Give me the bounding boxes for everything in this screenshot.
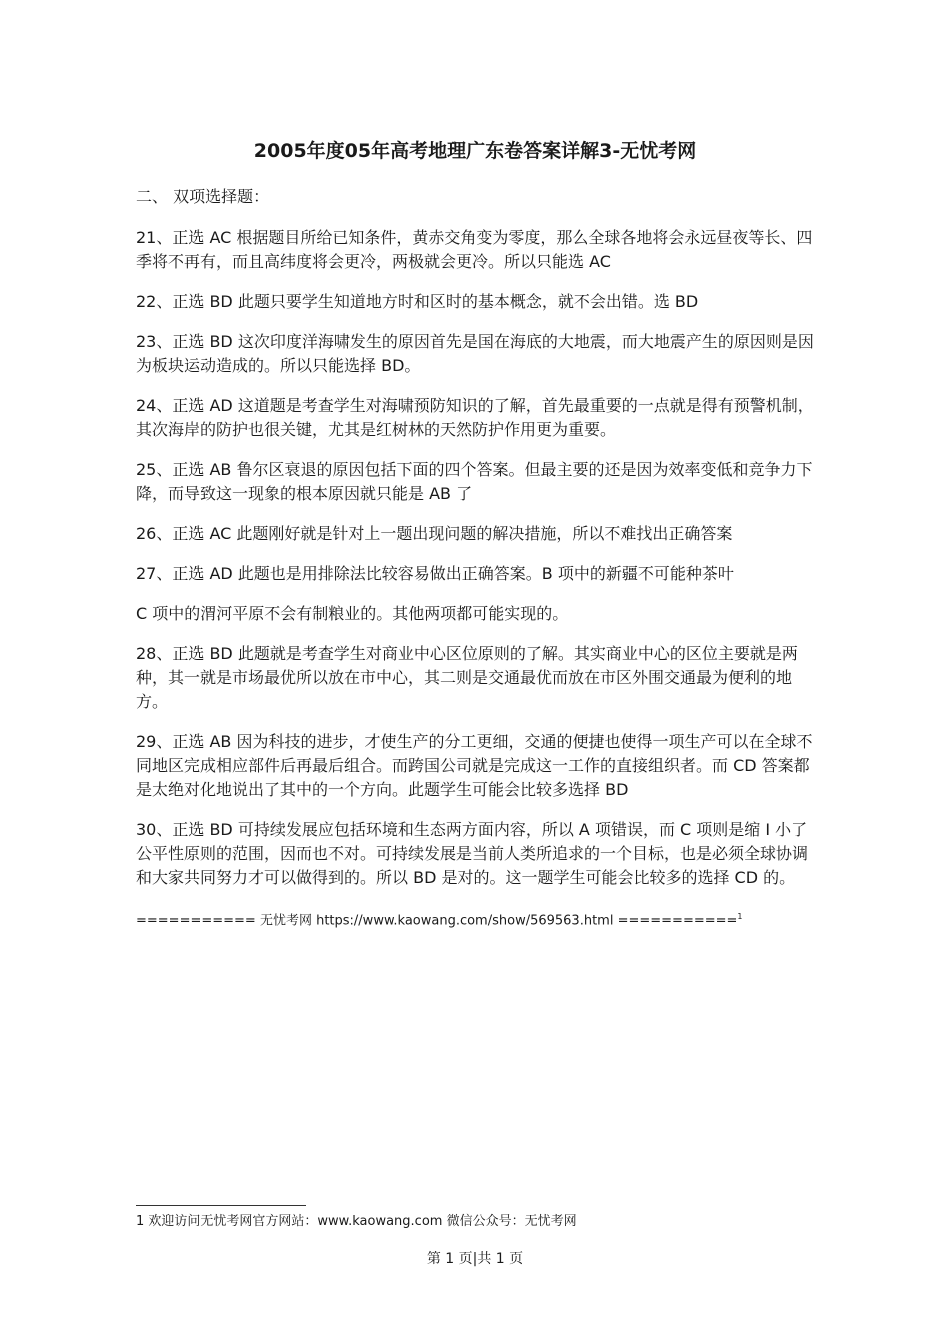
answer-paragraph-26: 26、正选 AC 此题刚好就是针对上一题出现问题的解决措施，所以不难找出正确答案 [136,524,733,543]
answer-paragraph-28: 28、正选 BD 此题就是考查学生对商业中心区位原则的了解。其实商业中心的区位主要就是两种，其一就是市场最优所以放在市中心，其二则是交通最优而放在市区外围交通最为便利的地方。 [136,644,798,711]
answer-paragraph-30: 30、正选 BD 可持续发展应包括环境和生态两方面内容，所以 A 项错误，而 C 项则是缩 I 小了公平性原则的范围，因而也不对。可持续发展是当前人类所追求的一个目标，也是必须全球协调和大家共同努力才可以做得到的。所以 BD 是对的。这一题学生可能会比较多的选择 CD 的。 [136,820,809,887]
answer-paragraph-27: 27、正选 AD 此题也是用排除法比较容易做出正确答案。B 项中的新疆不可能种茶叶 [136,564,734,583]
section-heading: 二、 双项选择题： [136,187,270,206]
answer-paragraph-21: 21、正选 AC 根据题目所给已知条件，黄赤交角变为零度，那么全球各地将会永远昼夜等长、四季将不再有，而且高纬度将会更冷，两极就会更冷。所以只能选 AC [136,228,813,271]
answer-paragraph-22: 22、正选 BD 此题只要学生知道地方时和区时的基本概念，就不会出错。选 BD [136,292,699,311]
page-number: 第 1 页|共 1 页 [426,1251,524,1267]
answer-paragraph-29: 29、正选 AB 因为科技的进步，才使生产的分工更细，交通的便捷也使得一项生产可以在全球不同地区完成相应部件后再最后组合。而跨国公司就是完成这一工作的直接组织者。而 CD 答案都是太绝对化地说出了其中的一个方向。此题学生可能会比较多选择 BD [136,732,813,799]
footnote: 1 欢迎访问无忧考网官方网站：www.kaowang.com 微信公众号：无忧考网 [136,1214,577,1229]
answer-paragraph-24: 24、正选 AD 这道题是考查学生对海啸预防知识的了解，首先最重要的一点就是得有预警机制，其次海岸的防护也很关键，尤其是红树林的天然防护作用更为重要。 [136,396,814,439]
footnote-divider [136,1205,306,1206]
footnote-reference: 1 [737,912,743,921]
source-separator-text: =========== 无忧考网 https://www.kaowang.com/show/569563.html =========== [136,913,738,929]
source-separator [136,906,816,932]
answer-paragraph-27-continued: C 项中的渭河平原不会有制粮业的。其他两项都可能实现的。 [136,604,569,623]
document-body [136,184,816,932]
document-title: 2005年度05年高考地理广东卷答案详解3-无忧考网 [253,140,697,162]
answer-paragraph-23: 23、正选 BD 这次印度洋海啸发生的原因首先是国在海底的大地震，而大地震产生的原因则是因为板块运动造成的。所以只能选择 BD。 [136,332,814,375]
answer-paragraph-25: 25、正选 AB 鲁尔区衰退的原因包括下面的四个答案。但最主要的还是因为效率变低和竞争力下降，而导致这一现象的根本原因就只能是 AB 了 [136,460,813,503]
